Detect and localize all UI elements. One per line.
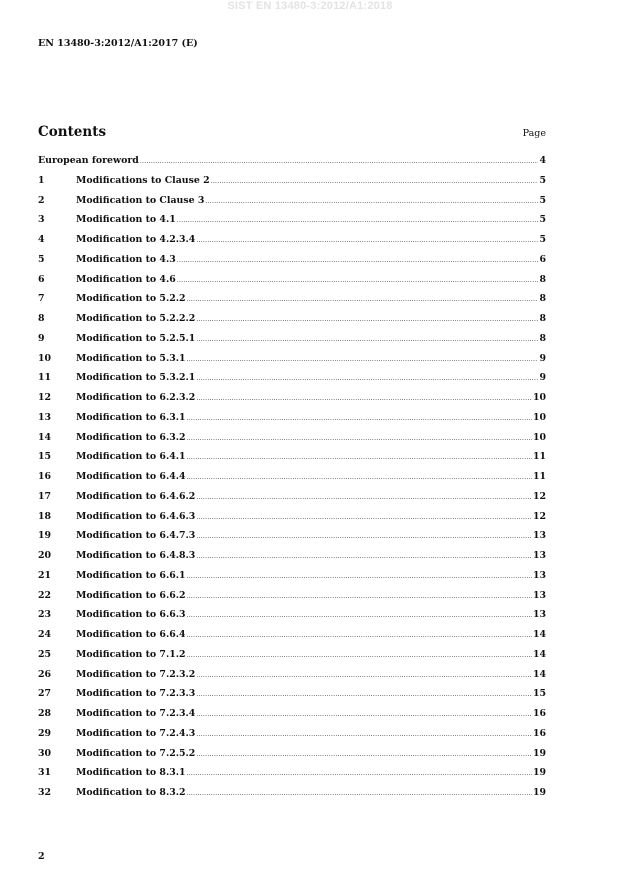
toc-entry-page: 8 [539,273,546,285]
toc-entry-page: 12 [532,490,546,502]
toc-dot-leader [211,178,539,185]
toc-entry-title[interactable]: Modification to 6.3.1 [76,411,186,423]
toc-dot-leader [196,711,532,718]
toc-entry-page: 8 [539,332,546,344]
toc-entry-number: 10 [38,352,52,364]
toc-entry-title[interactable]: Modification to 5.3.2.1 [76,372,196,384]
toc-dot-leader [196,316,538,323]
toc-dot-leader [196,395,532,402]
toc-entry-title[interactable]: Modification to 7.2.3.4 [76,708,196,719]
toc-entry[interactable] [38,372,546,392]
toc-dot-leader [187,573,532,580]
toc-entry-page: 5 [539,234,546,245]
toc-dot-leader [196,494,532,501]
toc-entry-title[interactable]: Modification to 6.4.6.2 [76,490,196,502]
toc-entry-number: 22 [38,589,52,601]
toc-dot-leader [187,770,532,777]
toc-entry-title[interactable]: Modification to 6.6.4 [76,629,186,640]
toc-entry-title[interactable]: Modification to 7.2.3.3 [76,688,196,700]
toc-entry[interactable] [38,214,546,234]
toc-entry-title[interactable]: Modification to 6.4.8.3 [76,550,196,561]
toc-entry-page: 9 [539,372,546,384]
toc-entry-number: 21 [38,569,52,581]
watermark: SIST EN 13480-3:2012/A1:2018 [227,0,393,12]
toc-entry[interactable] [38,313,546,333]
toc-entry[interactable] [38,767,546,787]
toc-dot-leader [177,217,539,224]
toc-entry[interactable] [38,432,546,452]
toc-entry-title[interactable]: Modification to 6.4.6.3 [76,510,196,522]
toc-dot-leader [187,474,532,481]
toc-entry-page: 14 [532,629,546,640]
toc-entry-number: 16 [38,471,52,482]
toc-dot-leader [196,533,532,540]
toc-entry-page: 13 [532,569,546,581]
toc-dot-leader [196,514,532,521]
toc-dot-leader [177,277,539,284]
toc-entry-page: 19 [532,747,546,759]
toc-entry-page: 19 [532,767,546,779]
toc-entry[interactable] [38,274,546,294]
toc-entry[interactable] [38,254,546,274]
toc-dot-leader [205,198,538,205]
toc-entry[interactable] [38,333,546,353]
toc-entry-number: 15 [38,451,52,463]
toc-dot-leader [196,375,538,382]
toc-entry-number: 7 [38,293,45,305]
toc-entry-title[interactable]: Modification to 6.4.1 [76,451,186,463]
toc-entry-title[interactable]: Modification to Clause 3 [76,194,205,206]
toc-entry[interactable] [38,155,546,175]
toc-entry-title[interactable]: Modification to 5.2.5.1 [76,332,196,344]
table-of-contents [38,155,546,807]
toc-entry-title[interactable]: Modification to 8.3.2 [76,787,186,798]
toc-entry-number: 32 [38,787,52,798]
toc-entry-number: 27 [38,688,52,700]
toc-entry-title[interactable]: Modification to 4.6 [76,273,176,285]
toc-dot-leader [187,296,539,303]
toc-entry-page: 5 [539,194,546,206]
toc-entry-page: 8 [539,293,546,305]
toc-entry-page: 4 [539,155,546,166]
toc-entry-title[interactable]: Modification to 6.2.3.2 [76,392,196,403]
toc-entry-title[interactable]: Modification to 7.1.2 [76,648,186,660]
toc-entry[interactable] [38,669,546,689]
toc-entry-page: 16 [532,708,546,719]
toc-entry-title[interactable]: Modification to 7.2.5.2 [76,747,196,759]
toc-entry-number: 6 [38,273,45,285]
toc-entry-title[interactable]: Modification to 6.6.3 [76,609,186,621]
toc-dot-leader [187,652,532,659]
toc-entry-title[interactable]: Modification to 5.2.2 [76,293,186,305]
toc-entry[interactable] [38,649,546,669]
toc-entry[interactable] [38,708,546,728]
toc-entry-title[interactable]: Modification to 7.2.3.2 [76,668,196,680]
toc-dot-leader [196,237,538,244]
toc-entry[interactable] [38,787,546,807]
toc-entry-page: 5 [539,174,546,186]
toc-entry-number: 2 [38,194,45,206]
toc-entry[interactable] [38,175,546,195]
toc-entry-number: 5 [38,253,45,265]
toc-entry-number: 4 [38,234,45,245]
toc-entry[interactable] [38,293,546,313]
contents-heading: Contents [38,124,107,140]
toc-dot-leader [196,553,532,560]
toc-entry-number: 26 [38,668,52,680]
toc-dot-leader [187,790,532,797]
toc-entry-page: 12 [532,510,546,522]
toc-entry-number: 19 [38,530,52,542]
toc-entry-number: 24 [38,629,52,640]
toc-entry-page: 14 [532,668,546,680]
toc-entry-number: 18 [38,510,52,522]
toc-entry-page: 13 [532,530,546,542]
toc-entry-page: 8 [539,313,546,324]
toc-entry-number: 3 [38,214,45,226]
toc-entry-number: 11 [38,372,52,384]
toc-entry-page: 10 [532,431,546,443]
toc-entry-number: 28 [38,708,52,719]
toc-entry-title[interactable]: Modification to 6.6.2 [76,589,186,601]
toc-entry[interactable] [38,629,546,649]
toc-entry[interactable] [38,609,546,629]
toc-entry-page: 16 [532,727,546,739]
toc-entry-page: 15 [532,688,546,700]
toc-entry[interactable] [38,412,546,432]
toc-entry-page: 13 [532,550,546,561]
toc-entry[interactable] [38,688,546,708]
toc-entry-number: 30 [38,747,52,759]
toc-entry-title[interactable]: Modification to 5.2.2.2 [76,313,196,324]
toc-entry[interactable] [38,590,546,610]
toc-entry-title[interactable]: Modifications to Clause 2 [76,174,210,186]
toc-entry[interactable] [38,195,546,215]
toc-entry[interactable] [38,471,546,491]
toc-entry-title[interactable]: European foreword [38,155,139,166]
toc-entry-title[interactable]: Modification to 5.3.1 [76,352,186,364]
document-id: EN 13480-3:2012/A1:2017 (E) [38,38,198,49]
toc-entry-page: 14 [532,648,546,660]
toc-dot-leader [187,356,539,363]
toc-entry-number: 14 [38,431,52,443]
toc-entry-page: 11 [532,471,546,482]
toc-dot-leader [196,691,532,698]
toc-entry-page: 19 [532,787,546,798]
toc-dot-leader [196,731,532,738]
toc-entry-title[interactable]: Modification to 8.3.1 [76,767,186,779]
toc-entry-page: 5 [539,214,546,226]
toc-entry-number: 23 [38,609,52,621]
toc-entry[interactable] [38,392,546,412]
toc-entry-number: 17 [38,490,52,502]
toc-entry-title[interactable]: Modification to 6.4.7.3 [76,530,196,542]
toc-dot-leader [140,158,539,165]
toc-dot-leader [187,632,532,639]
toc-entry-number: 9 [38,332,45,344]
toc-entry-number: 20 [38,550,52,561]
toc-entry-title[interactable]: Modification to 4.2.3.4 [76,234,196,245]
toc-entry-page: 13 [532,609,546,621]
toc-entry-title[interactable]: Modification to 7.2.4.3 [76,727,196,739]
toc-entry-page: 10 [532,411,546,423]
toc-entry-title[interactable]: Modification to 4.1 [76,214,176,226]
toc-entry[interactable] [38,353,546,373]
toc-entry-number: 12 [38,392,52,403]
toc-entry[interactable] [38,728,546,748]
toc-entry-title[interactable]: Modification to 6.4.4 [76,471,186,482]
toc-entry-page: 11 [532,451,546,463]
toc-entry[interactable] [38,570,546,590]
toc-dot-leader [196,336,538,343]
toc-entry-page: 13 [532,589,546,601]
toc-entry[interactable] [38,234,546,254]
toc-entry[interactable] [38,511,546,531]
toc-entry[interactable] [38,550,546,570]
toc-dot-leader [196,751,532,758]
page-number: 2 [38,851,45,862]
toc-entry[interactable] [38,491,546,511]
toc-entry-number: 29 [38,727,52,739]
toc-entry-number: 8 [38,313,45,324]
toc-entry-page: 9 [539,352,546,364]
toc-dot-leader [187,454,532,461]
toc-entry[interactable] [38,451,546,471]
toc-dot-leader [177,257,539,264]
toc-entry-number: 1 [38,174,45,186]
toc-entry-title[interactable]: Modification to 6.6.1 [76,569,186,581]
toc-entry-title[interactable]: Modification to 6.3.2 [76,431,186,443]
toc-entry-number: 31 [38,767,52,779]
toc-entry[interactable] [38,530,546,550]
page-column-label: Page [522,128,546,139]
toc-dot-leader [187,612,532,619]
toc-entry-title[interactable]: Modification to 4.3 [76,253,176,265]
toc-entry-page: 6 [539,253,546,265]
toc-entry-number: 25 [38,648,52,660]
toc-entry-number: 13 [38,411,52,423]
toc-entry[interactable] [38,748,546,768]
toc-dot-leader [187,415,532,422]
toc-dot-leader [196,672,532,679]
toc-entry-page: 10 [532,392,546,403]
toc-dot-leader [187,593,532,600]
toc-dot-leader [187,435,532,442]
